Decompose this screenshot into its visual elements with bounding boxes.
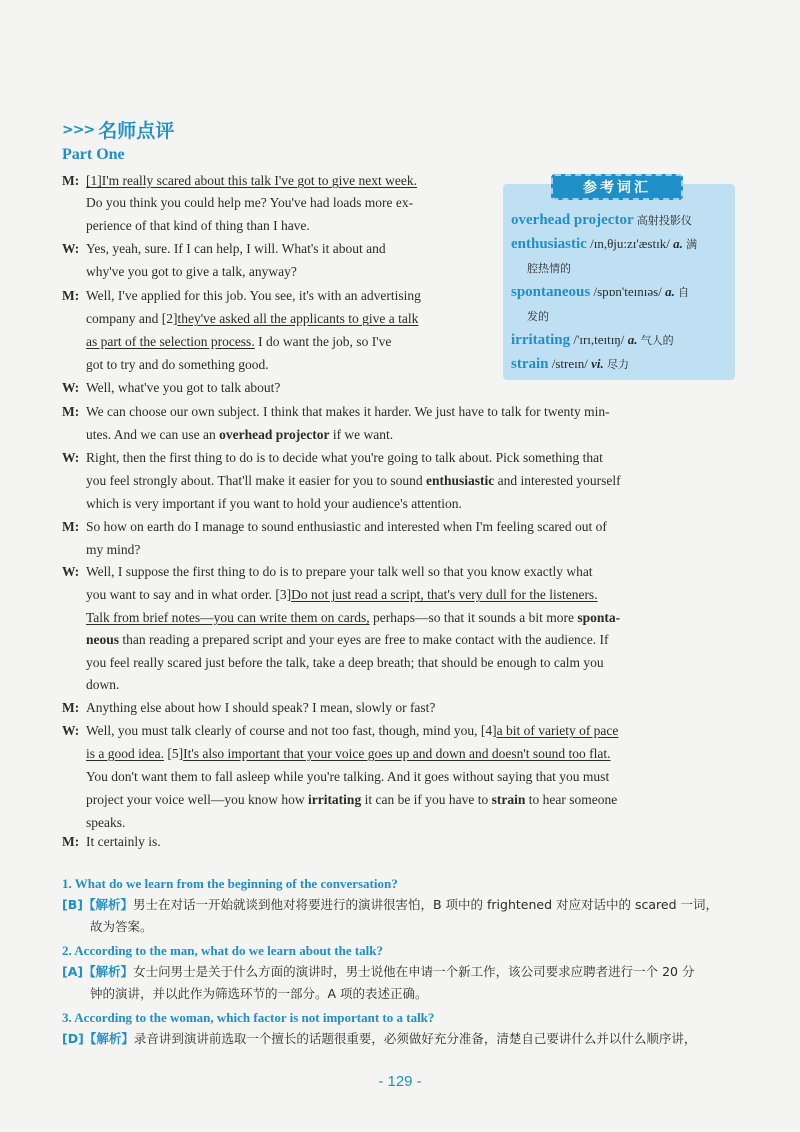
line-text: you want to say and in what order. [3] [86,587,292,602]
dialogue-line [62,238,386,260]
dialogue-line [62,652,604,674]
line-text: speaks. [86,815,126,830]
vocab-item [511,232,727,256]
underlined-text: as part of the selection process. [86,334,255,349]
speaker-label: M: [62,519,80,534]
answer-key: [B] [62,897,83,912]
dialogue-line [62,354,269,376]
line-text: We can choose our own subject. I think that makes it harder. We just have to talk for twenty min- [86,404,610,419]
dialogue-line [62,584,598,606]
line-text: project your voice well—you know how [86,792,308,807]
vocab-word: enthusiastic [511,236,587,252]
vocab-word: spontaneous [511,284,591,300]
answer-line [90,983,428,1005]
line-text: Right, then the first thing to do is to decide what you're going to talk about. Pick something that [86,450,603,465]
vocab-item [511,352,727,376]
section-title-text: 名师点评 [98,120,175,142]
line-text: It certainly is. [86,834,161,849]
vocab-phonetic: /streɪn/ [551,356,588,371]
dialogue-line [62,743,611,765]
line-text: to hear someone [525,792,618,807]
line-text: why've you got to give a talk, anyway? [86,264,297,279]
dialogue-line [62,331,391,353]
speaker-label: W: [62,380,80,395]
vocab-item [511,280,727,304]
section-title [62,116,174,143]
speaker-label: M: [62,700,80,715]
dialogue-line [62,377,280,399]
line-text: [5] [163,746,184,761]
dialogue-line [62,285,421,307]
vocab-highlight: neous [86,632,120,647]
dialogue-line [62,470,621,492]
speaker-label: M: [62,288,80,303]
line-text: than reading a prepared script and your eyes are free to make contact with the audience. If [119,632,609,647]
analysis-text: 故为答案。 [90,919,153,934]
analysis-text: 钟的演讲，并以此作为筛选环节的一部分。A 项的表述正确。 [90,986,428,1001]
dialogue-line [62,192,413,214]
dialogue-line [62,215,310,237]
vocab-highlight: overhead projector [219,427,330,442]
dialogue-line [62,516,607,538]
dialogue-line [62,308,418,330]
dialogue-line [62,447,603,469]
line-text: You don't want them to fall asleep while you're talking. And it goes without saying that you must [86,769,610,784]
dialogue-line [62,401,610,423]
speaker-label: M: [62,404,80,419]
line-text: and interested yourself [494,473,621,488]
vocab-phonetic: /ɪn,θju:zɪ'æstɪk/ [590,236,670,251]
line-text: Do you think you could help me? You've had loads more ex- [86,195,414,210]
section-arrows: >>> [62,121,95,138]
underlined-text: is a good idea. [86,746,164,761]
vocab-phonetic: /'ɪrɪ,teɪtɪŋ/ [573,332,625,347]
question-title: 1. What do we learn from the beginning of the conversation? [62,876,398,891]
answer-key: [A] [62,964,84,979]
vocab-header: 参考词汇 [551,174,683,200]
line-text: Anything else about how I should speak? I mean, slowly or fast? [86,700,436,715]
vocab-word: irritating [511,332,571,348]
vocab-highlight: strain [491,792,526,807]
line-text: if we want. [329,427,394,442]
vocab-pos: a. [665,284,675,299]
dialogue-line [62,539,140,561]
line-text: which is very important if you want to hold your audience's attention. [86,496,462,511]
line-text: it can be if you have to [361,792,492,807]
speaker-label: W: [62,564,80,579]
vocab-box [503,180,735,380]
line-text: Well, I've applied for this job. You see, it's with an advertising [86,288,421,303]
dialogue-line [62,831,161,853]
speaker-label: M: [62,173,80,188]
speaker-label: M: [62,834,80,849]
analysis-text: 男士在对话一开始就谈到他对将要进行的演讲很害怕，B 项中的 frightened 对应对话中的 scared 一词， [132,897,718,912]
vocab-meaning: 腔热情的 [527,262,571,275]
vocab-meaning: 尽力 [607,358,629,371]
line-text: my mind? [86,542,141,557]
speaker-label: W: [62,241,80,256]
analysis-label: 【解析】 [82,897,133,912]
vocab-word: overhead projector [511,212,634,228]
underlined-text: [1]I'm really scared about this talk I've got to give next week. [86,173,418,188]
answer-line [62,1028,696,1050]
analysis-label: 【解析】 [83,1031,134,1046]
line-text: I do want the job, so I've [254,334,392,349]
line-text: company and [2] [86,311,178,326]
answer-key: [D] [62,1031,84,1046]
vocab-pos: vi. [591,356,604,371]
underlined-text: It's also important that your voice goes up and down and doesn't sound too flat. [183,746,611,761]
line-text: So how on earth do I manage to sound enthusiastic and interested when I'm feeling scared out of [86,519,607,534]
vocab-item [511,256,727,280]
underlined-text: a bit of variety of pace [496,723,619,738]
vocab-item [511,208,727,232]
dialogue-line [62,629,609,651]
analysis-text: 女士问男士是关于什么方面的演讲时，男士说他在申请一个新工作，该公司要求应聘者进行一个 20 分 [133,964,695,979]
underlined-text: Do not just read a script, that's very dull for the listeners. [291,587,598,602]
question-title: 2. According to the man, what do we learn about the talk? [62,943,384,958]
underlined-text: Talk from brief notes—you can write them on cards, [86,610,370,625]
answer-line [90,916,153,938]
dialogue-line [62,170,417,192]
speaker-label: W: [62,450,80,465]
line-text: got to try and do something good. [86,357,269,372]
line-text: perhaps—so that it sounds a bit more [369,610,578,625]
dialogue-line [62,674,119,696]
analysis-label: 【解析】 [83,964,134,979]
line-text: Yes, yeah, sure. If I can help, I will. What's it about and [86,241,386,256]
part-title: Part One [62,146,125,163]
vocab-meaning: 气人的 [640,334,674,347]
answer-line [62,961,694,983]
vocab-highlight: sponta- [577,610,621,625]
page-number: - 129 - [378,1073,422,1090]
vocab-meaning: 满 [686,238,698,251]
vocab-highlight: enthusiastic [426,473,495,488]
dialogue-line [62,720,618,742]
vocab-highlight: irritating [307,792,362,807]
line-text: you feel really scared just before the talk, take a deep breath; that should be enough to calm you [86,655,604,670]
vocab-meaning: 自 [678,286,690,299]
dialogue-line [62,789,617,811]
line-text: perience of that kind of thing than I have. [86,218,310,233]
line-text: Well, I suppose the first thing to do is to prepare your talk well so that you know exactly what [86,564,593,579]
line-text: Well, you must talk clearly of course and not too fast, though, mind you, [4] [86,723,497,738]
line-text: down. [86,677,120,692]
analysis-text: 录音讲到演讲前选取一个擅长的话题很重要，必须做好充分准备，清楚自己要讲什么并以什么顺序讲， [133,1031,697,1046]
vocab-meaning: 高射投影仪 [636,214,692,227]
vocab-list [511,208,727,376]
vocab-meaning: 发的 [527,310,549,323]
dialogue-line [62,766,609,788]
dialogue-line [62,607,620,629]
vocab-pos: a. [627,332,638,347]
question-title: 3. According to the woman, which factor is not important to a talk? [62,1010,435,1025]
vocab-pos: a. [673,236,683,251]
vocab-word: strain [511,356,549,372]
dialogue-line [62,261,297,283]
speaker-label: W: [62,723,80,738]
vocab-item [511,328,727,352]
dialogue-line [62,493,462,515]
line-text: utes. And we can use an [86,427,220,442]
dialogue-line [62,561,593,583]
vocab-item [511,304,727,328]
vocab-phonetic: /spɒn'teɪnɪəs/ [593,284,662,299]
dialogue-line [62,697,435,719]
underlined-text: they've asked all the applicants to give a talk [177,311,419,326]
line-text: Well, what've you got to talk about? [86,380,281,395]
dialogue-line [62,424,393,446]
answer-line [62,894,718,916]
line-text: you feel strongly about. That'll make it easier for you to sound [86,473,426,488]
